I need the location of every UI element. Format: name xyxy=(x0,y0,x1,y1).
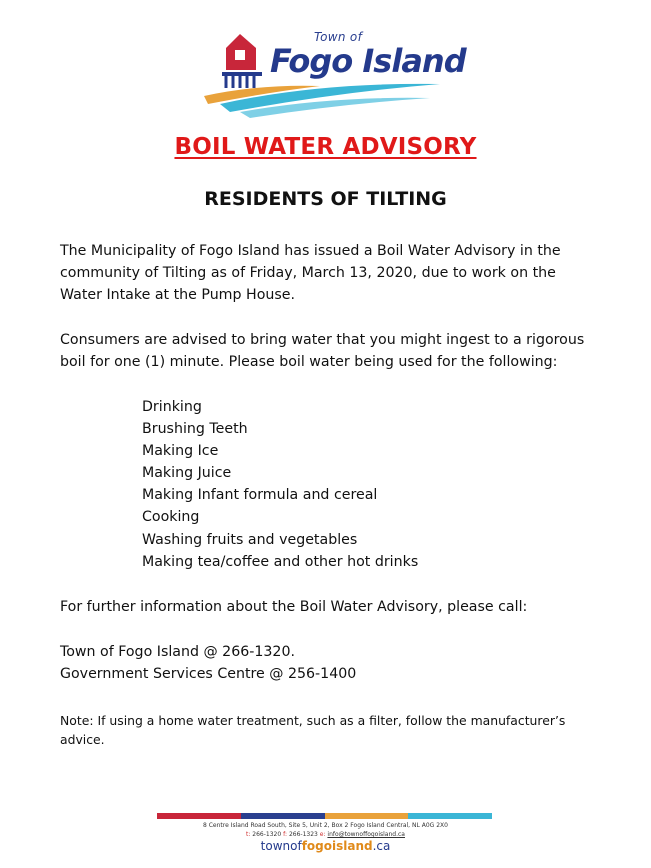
list-item: Drinking xyxy=(142,399,202,415)
footer-bar-segment xyxy=(408,813,492,819)
list-item: Making Infant formula and cereal xyxy=(142,487,378,504)
logo-town-name: Fogo Island xyxy=(270,42,466,80)
advisory-title xyxy=(0,134,651,160)
footer-bar-segment xyxy=(241,813,325,819)
list-item: Washing fruits and vegetables xyxy=(142,531,358,548)
footer-phone-label: t: xyxy=(246,831,251,838)
list-item: Cooking xyxy=(142,509,200,526)
footer-bar-segment xyxy=(325,813,409,819)
footer-url-bold: fogoisland xyxy=(301,839,373,853)
contact-government: Government Services Centre @ 256-1400 xyxy=(60,666,357,682)
further-info-paragraph: For further information about the Boil Water Advisory, please call: xyxy=(60,599,528,615)
intro-paragraph: The Municipality of Fogo Island has issued a Boil Water Advisory in the community of Tilting as of Friday, March 13, 2020, due to work on the Water Intake at the Pump House. xyxy=(60,243,561,303)
footer-bar-segment xyxy=(157,813,241,819)
footer-fax: 266-1323 xyxy=(288,831,318,838)
footer-contact-line xyxy=(0,830,651,839)
footer-fax-label: f: xyxy=(283,831,288,838)
advisory-subtitle: RESIDENTS OF TILTING xyxy=(204,188,447,210)
town-logo xyxy=(200,26,466,120)
advisory-title-text: BOIL WATER ADVISORY xyxy=(174,134,477,160)
footer-url-prefix: townof xyxy=(260,839,302,853)
contact-town: Town of Fogo Island @ 266-1320. xyxy=(60,644,295,660)
logo-town-of: Town of xyxy=(314,30,363,44)
footer-email-link[interactable]: info@townoffogoisland.ca xyxy=(327,831,405,838)
boil-uses-list xyxy=(142,396,418,573)
list-item: Making tea/coffee and other hot drinks xyxy=(142,553,419,570)
list-item: Brushing Teeth xyxy=(142,421,248,438)
footer-phone[interactable]: 266-1320 xyxy=(252,831,282,838)
list-item: Making Juice xyxy=(142,465,232,482)
footer-website-link[interactable] xyxy=(0,839,651,853)
advice-paragraph: Consumers are advised to bring water that you might ingest to a rigorous boil for one (1) minute. Please boil water being used for the following: xyxy=(60,332,585,370)
footer-address: 8 Centre Island Road South, Site 5, Unit 2, Box 2 Fogo Island Central, NL A0G 2X0 xyxy=(203,822,448,829)
filter-note: Note: If using a home water treatment, such as a filter, follow the manufacturer’s advice. xyxy=(60,713,566,747)
list-item: Making Ice xyxy=(142,443,219,460)
footer-email-label: e: xyxy=(319,831,326,838)
footer-color-bar xyxy=(157,813,492,819)
contact-list xyxy=(60,641,356,685)
footer-address-block xyxy=(0,821,651,839)
footer-url-suffix: .ca xyxy=(372,839,391,853)
